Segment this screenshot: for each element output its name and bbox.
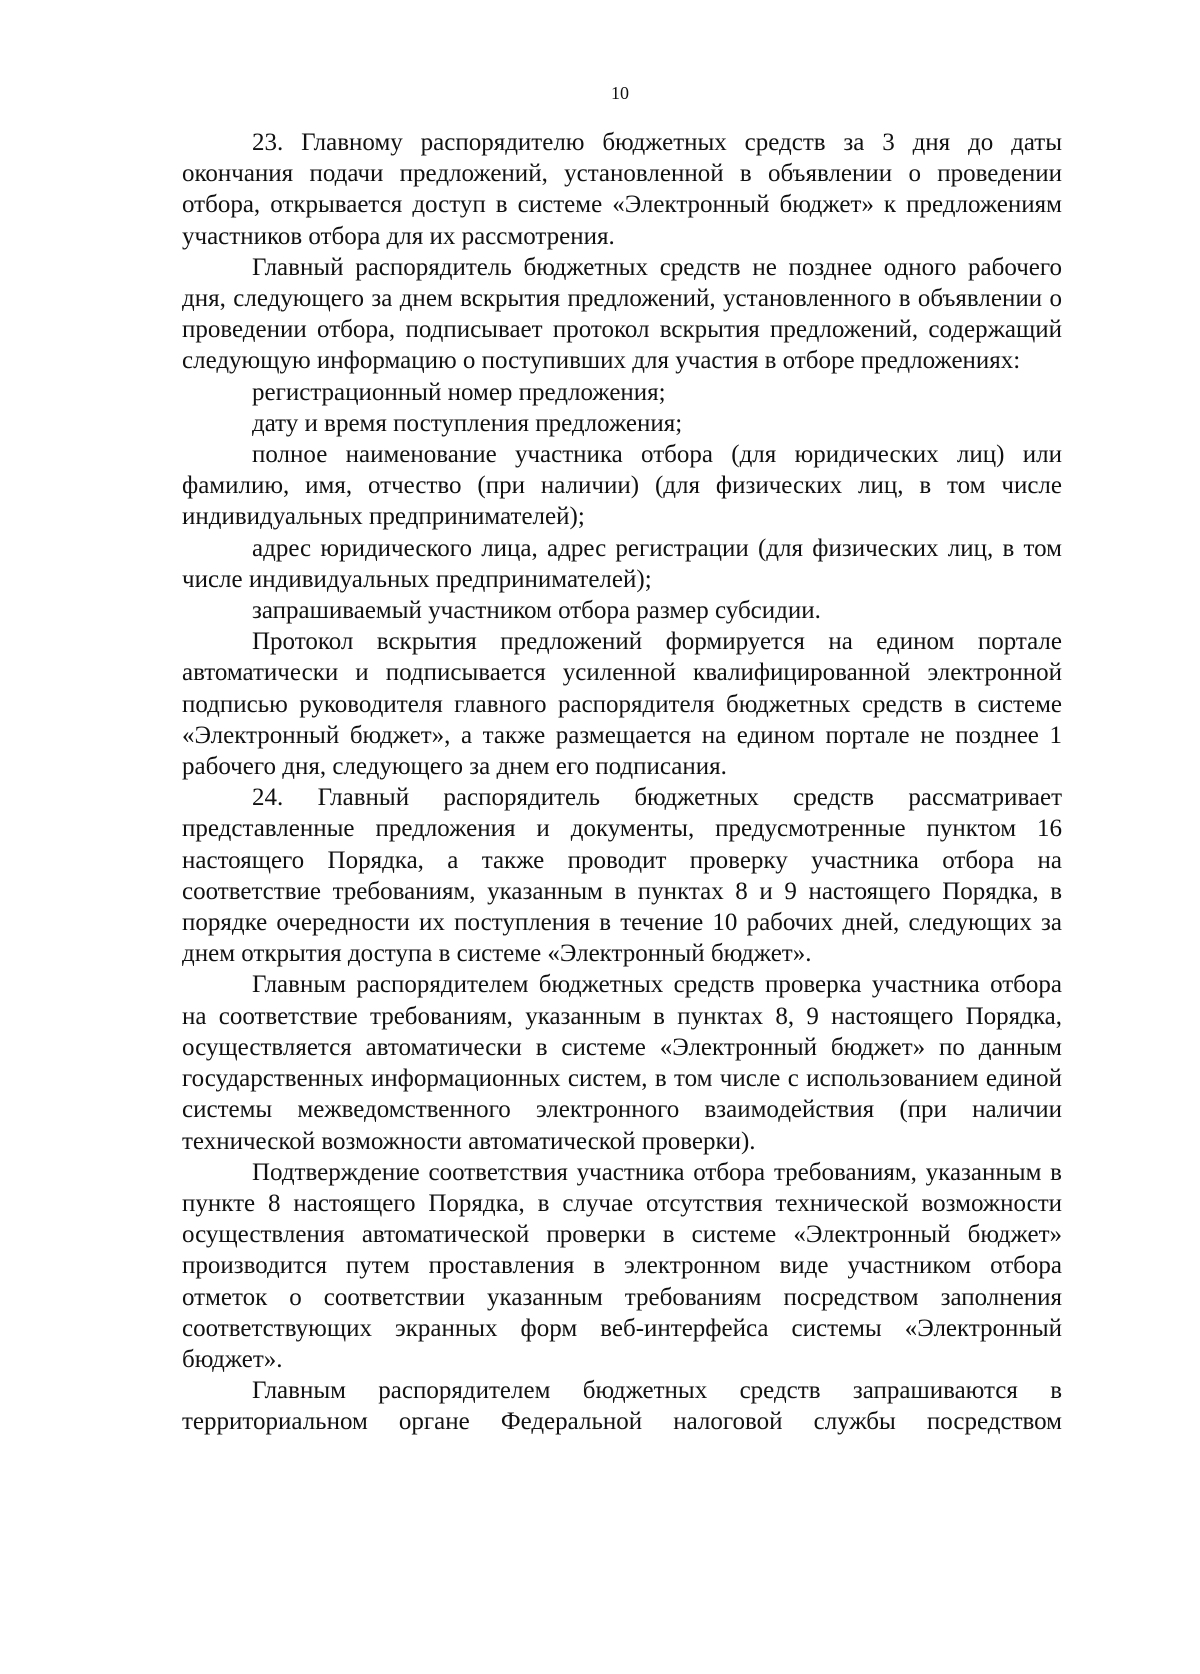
paragraph-24-review: 24. Главный распорядитель бюджетных средств рассматривает представленные предложения и документы, предусмотренные пунктом 16 настоящего Порядка, а также проводит проверку участника отбора на соответствие требованиям, указанным в пунктах 8 и 9 настоящего Порядка, в порядке очередности их поступления в течение 10 рабочих дней, следующих за днем открытия доступа в системе «Электронный бюджет». [182, 784, 1062, 968]
paragraph-confirmation: Подтверждение соответствия участника отбора требованиям, указанным в пункте 8 настоящего Порядка, в случае отсутствия технической возможности осуществления автоматической проверки в системе «Электронный бюджет» производится путем проставления в электронном виде участником отбора отметок о соответствии указанным требованиям посредством заполнения соответствующих экранных форм веб-интерфейса системы «Электронный бюджет». [182, 1158, 1062, 1373]
page-number: 10 [611, 83, 629, 103]
list-item-date-time: дату и время поступления предложения; [252, 409, 683, 437]
list-item-subsidy-amount: запрашиваемый участником отбора размер субсидии. [252, 597, 821, 625]
paragraph-23-intro: 23. Главному распорядителю бюджетных средств за 3 дня до даты окончания подачи предложений, установленной в объявлении о проведении отбора, открывается доступ в системе «Электронный бюджет» к предложениям участников отбора для их рассмотрения. [182, 129, 1062, 250]
list-item-registration-number: регистрационный номер предложения; [252, 378, 666, 406]
paragraph-automatic-check: Главным распорядителем бюджетных средств проверка участника отбора на соответствие требованиям, указанным в пунктах 8, 9 настоящего Порядка, осуществляется автоматически в системе «Электронный бюджет» по данным государственных информационных систем, в том числе с использованием единой системы межведомственного электронного взаимодействия (при наличии технической возможности автоматической проверки). [182, 971, 1062, 1155]
list-item-address: адрес юридического лица, адрес регистрации (для физических лиц, в том числе индивидуальных предпринимателей); [182, 534, 1062, 593]
paragraph-protocol-signing: Главный распорядитель бюджетных средств не позднее одного рабочего дня, следующего за днем вскрытия предложений, установленного в объявлении о проведении отбора, подписывает протокол вскрытия предложений, содержащий следующую информацию о поступивших для участия в отборе предложениях: [182, 253, 1062, 375]
list-item-participant-name: полное наименование участника отбора (для юридических лиц) или фамилию, имя, отчество (при наличии) (для физических лиц, в том числе индивидуальных предпринимателей); [182, 441, 1062, 531]
paragraph-protocol-formation: Протокол вскрытия предложений формируется на едином портале автоматически и подписывается усиленной квалифицированной электронной подписью руководителя главного распорядителя бюджетных средств в системе «Электронный бюджет», а также размещается на едином портале не позднее 1 рабочего дня, следующего за днем его подписания. [182, 628, 1062, 781]
paragraph-tax-request: Главным распорядителем бюджетных средств запрашиваются в территориальном органе Федеральной налоговой службы посредством [182, 1377, 1062, 1436]
document-body [182, 127, 1062, 1438]
